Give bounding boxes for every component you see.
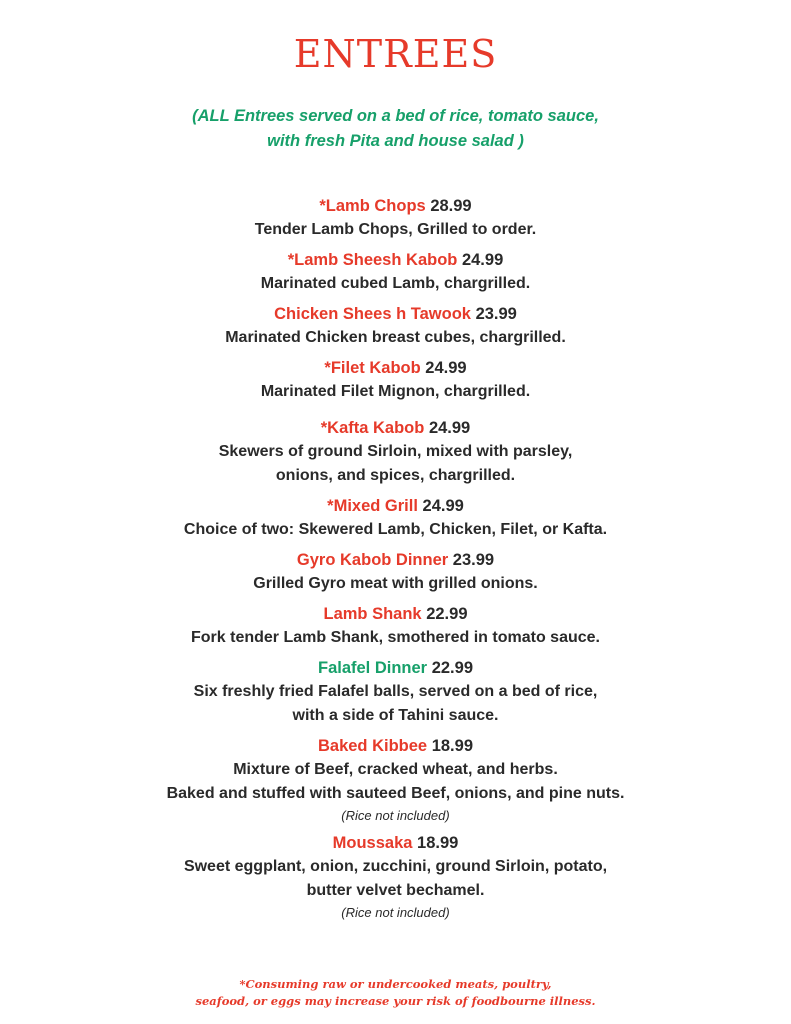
menu-item-header: [0, 302, 791, 326]
menu-item-name: *Lamb Sheesh Kabob: [287, 251, 458, 269]
menu-item-description: Marinated Filet Mignon, chargrilled.: [260, 383, 531, 400]
menu-item-description: Marinated cubed Lamb, chargrilled.: [260, 275, 531, 292]
menu-item-name: *Mixed Grill: [327, 497, 418, 515]
menu-item-name: Falafel Dinner: [317, 659, 428, 677]
menu-item-note: (Rice not included): [341, 808, 450, 823]
menu-item-price: 22.99: [431, 659, 473, 677]
menu-item-price: 24.99: [422, 497, 464, 515]
menu-item-name: Baked Kibbee: [317, 737, 428, 755]
menu-item-name: Chicken Shees h Tawook: [274, 305, 471, 323]
menu-item-description: Baked and stuffed with sauteed Beef, onions, and pine nuts.: [166, 785, 625, 802]
menu-item-header: [0, 356, 791, 380]
menu-item-description: Mixture of Beef, cracked wheat, and herbs.: [233, 761, 558, 778]
menu-item: [0, 656, 791, 728]
menu-item-header: [0, 194, 791, 218]
entree-list: [0, 194, 791, 922]
menu-item-description: Sweet eggplant, onion, zucchini, ground Sirloin, potato,: [183, 858, 608, 875]
menu-item-description: Choice of two: Skewered Lamb, Chicken, Filet, or Kafta.: [183, 521, 608, 538]
menu-item: [0, 734, 791, 825]
menu-item-header: [0, 734, 791, 758]
menu-item: [0, 494, 791, 542]
menu-item-description: Marinated Chicken breast cubes, chargrilled.: [225, 329, 566, 346]
menu-item-price: 23.99: [452, 551, 495, 569]
menu-item-header: [0, 656, 791, 680]
disclaimer-line-1: *Consuming raw or undercooked meats, poultry,: [239, 977, 552, 991]
menu-item-description: Tender Lamb Chops, Grilled to order.: [254, 221, 537, 238]
menu-item: [0, 831, 791, 922]
menu-item-name: *Lamb Chops: [319, 197, 426, 215]
food-safety-disclaimer: [0, 976, 791, 1010]
menu-item-note: (Rice not included): [341, 905, 450, 920]
serving-note: [0, 104, 791, 154]
menu-item-price: 18.99: [417, 834, 459, 852]
menu-item-name: Gyro Kabob Dinner: [296, 551, 449, 569]
menu-item-header: [0, 494, 791, 518]
menu-item: [0, 416, 791, 488]
menu-item-description: Six freshly fried Falafel balls, served on a bed of rice,: [193, 683, 598, 700]
menu-item-header: [0, 831, 791, 855]
menu-item-description: butter velvet bechamel.: [306, 882, 485, 899]
menu-item: [0, 302, 791, 350]
page-title: ENTREES: [293, 32, 498, 76]
menu-item: [0, 194, 791, 242]
menu-item-price: 28.99: [430, 197, 472, 215]
menu-item-price: 24.99: [428, 419, 471, 437]
menu-item-header: [0, 248, 791, 272]
menu-item-description: Fork tender Lamb Shank, smothered in tomato sauce.: [191, 629, 600, 646]
menu-item-price: 24.99: [461, 251, 504, 269]
menu-item-description: Skewers of ground Sirloin, mixed with parsley,: [218, 443, 573, 460]
menu-item-name: Lamb Shank: [323, 605, 422, 623]
disclaimer-line-2: seafood, or eggs may increase your risk of foodbourne illness.: [195, 994, 596, 1008]
menu-item-name: *Kafta Kabob: [320, 419, 425, 437]
serving-note-line-2: with fresh Pita and house salad ): [267, 132, 524, 150]
menu-item-description: onions, and spices, chargrilled.: [275, 467, 516, 484]
menu-item: [0, 602, 791, 650]
menu-item-description: with a side of Tahini sauce.: [292, 707, 499, 724]
menu-item-price: 18.99: [431, 737, 473, 755]
menu-item-header: [0, 602, 791, 626]
menu-item-price: 24.99: [425, 359, 467, 377]
menu-item-name: Moussaka: [332, 834, 413, 852]
menu-item-header: [0, 548, 791, 572]
menu-item-header: [0, 416, 791, 440]
menu-item-price: 22.99: [426, 605, 468, 623]
menu-item-name: *Filet Kabob: [324, 359, 421, 377]
serving-note-line-1: (ALL Entrees served on a bed of rice, tomato sauce,: [192, 107, 599, 125]
menu-item: [0, 248, 791, 296]
menu-item: [0, 548, 791, 596]
menu-item: [0, 356, 791, 404]
menu-item-price: 23.99: [475, 305, 517, 323]
menu-item-description: Grilled Gyro meat with grilled onions.: [253, 575, 538, 592]
